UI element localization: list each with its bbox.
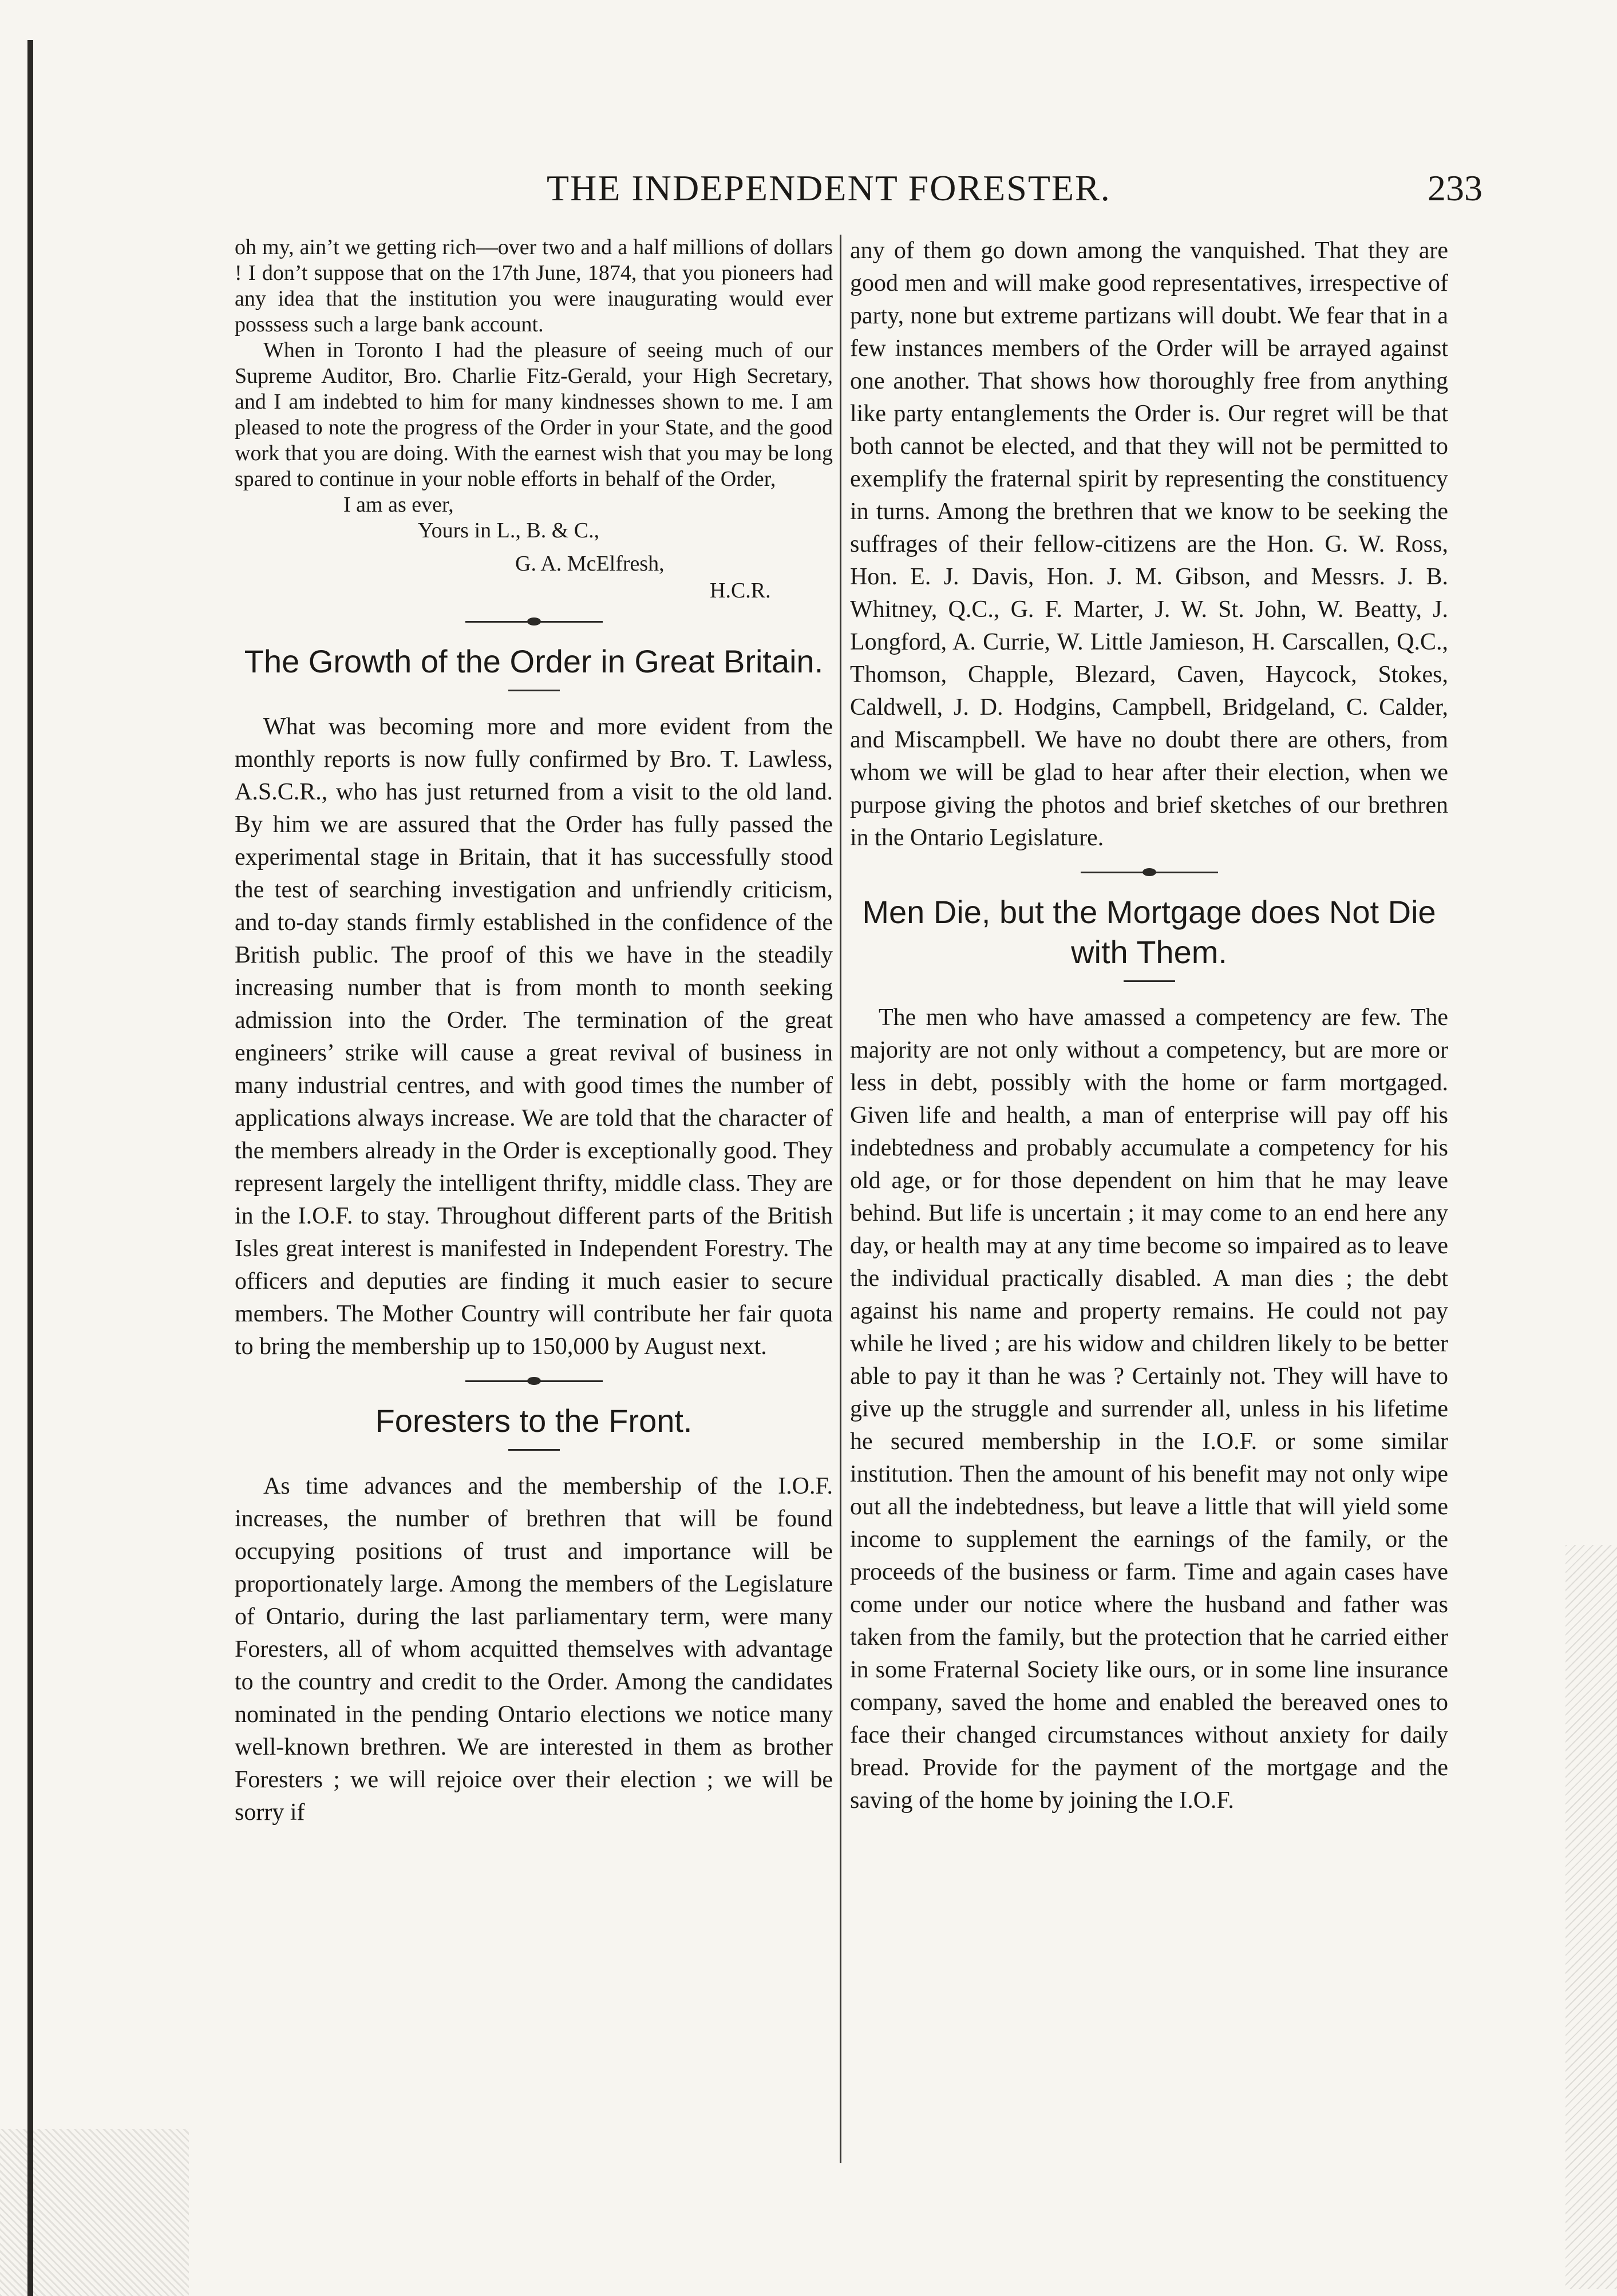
left-column — [235, 235, 833, 2220]
right-column — [850, 235, 1448, 2220]
article-body: As time advances and the membership of the I.O.F. increases, the number of brethren that will be found occupying positions of trust and importance will be proportionately large. Among the members of the Legislature of Ontario, during the last parliamentary term, were many Foresters, all of whom acquitted themselves with advantage to the country and credit to the Order. Among the candidates nominated in the pending Ontario elections we notice many well-known brethren. We are interested in them as brother Foresters ; we will rejoice over their election ; we will be sorry if — [235, 1473, 833, 1826]
article-body: What was becoming more and more evident from the monthly reports is now fully confirmed by Bro. T. Lawless, A.S.C.R., who has just returned from a visit to the old land. By him we are assured that the Order has fully passed the experimental stage in Britain, that it has successfully stood the test of searching investigation and unfriendly criticism, and to-day stands firmly established in the confidence of the British public. The proof of this we have in the steadily increasing number that is from month to month seeking admission into the Order. The termination of the great engineers’ strike will cause a great revival of business in many industrial centres, and with good times the number of applications always increase. We are told that the character of the members already in the Order is exceptionally good. They represent largely the intelligent thrifty, middle class. They are in the I.O.F. to stay. Throughout different parts of the British Isles great interest is manifested in Independent Forestry. The officers and deputies are finding it much easier to secure members. The Mother Country will contribute her fair quota to bring the membership up to 150,000 by August next. — [235, 714, 833, 1360]
column-divider — [840, 235, 841, 2163]
letter-body: oh my, ain’t we getting rich—over two and a half millions of dollars ! I don’t suppose that on the 17th June, 1874, that you pioneers had any idea that the institution you were inaugurating would ever posssess such a large bank account. — [235, 235, 833, 337]
page-header — [235, 167, 1482, 213]
scan-artifact — [1565, 1545, 1617, 2289]
page-number: 233 — [1428, 168, 1482, 208]
section-ornament — [1081, 869, 1218, 875]
section-ornament — [465, 1378, 603, 1384]
article-continuation: any of them go down among the vanquished. That they are good men and will make good representatives, irrespective of party, none but extreme partizans will doubt. We fear that in a few instances members of the Order will be arrayed against one another. That shows how thoroughly free from anything like party entanglements the Order is. Our regret will be that both cannot be elected, and that they will not be permitted to exemplify the fraternal spirit by representing the constituency in turns. Among the brethren that we know to be seeking the suffrages of their fellow-citizens are the Hon. G. W. Ross, Hon. E. J. Davis, Hon. J. M. Gibson, and Messrs. J. B. Whitney, Q.C., G. F. Marter, J. W. St. John, W. Beatty, J. Longford, A. Currie, W. Little Jamieson, H. Carscallen, Q.C., Thomson, Chapple, Blezard, Caven, Haycock, Stokes, Caldwell, J. D. Hodgins, Campbell, Bridgeland, C. Calder, and Miscampbell. We have no doubt there are others, from whom we will be glad to hear after their election, when we purpose giving the photos and brief sketches of our brethren in the Ontario Legislature. — [850, 237, 1448, 851]
title-rule — [508, 1449, 560, 1451]
section-ornament — [465, 619, 603, 624]
article-title: The Growth of the Order in Great Britain. — [244, 643, 824, 679]
scan-artifact — [0, 2129, 189, 2296]
title-rule — [508, 690, 560, 691]
signature-name: G. A. McElfresh, — [515, 552, 665, 576]
signature-title: H.C.R. — [710, 579, 771, 603]
page-edge — [27, 40, 33, 2296]
article-body: The men who have amassed a competency are few. The majority are not only without a competency, but are more or less in debt, possibly with the home or farm mortgaged. Given life and health, a man of enterprise will pay off his indebtedness and probably accumulate a competency for his old age, or for those dependent on him that he may leave behind. But life is uncertain ; it may come to an end here any day, or health may at any time become so impaired as to leave the individual practically disabled. A man dies ; the debt against his name and property remains. He could not pay while he lived ; are his widow and children likely to be better able to pay it than he was ? Certainly not. They will have to give up the struggle and surrender all, unless in his lifetime he secured membership in the I.O.F. or some similar institution. Then the amount of his benefit may not only wipe out all the indebtedness, but leave a little that will yield some income to supplement the earnings of the family, or the proceeds of the business or farm. Time and again cases have come under our notice where the husband and father was taken from the family, but the protection that he carried either in some Fraternal Society like ours, or in some line insurance company, saved the home and enabled the bereaved ones to face their changed circumstances without anxiety for daily bread. Provide for the payment of the mortgage and the saving of the home by joining the I.O.F. — [850, 1004, 1448, 1814]
letter-signoff: I am as ever, — [343, 493, 454, 517]
running-title: THE INDEPENDENT FORESTER. — [547, 168, 1111, 208]
article-title: Men Die, but the Mortgage does Not Die with Them. — [862, 894, 1436, 970]
article-title: Foresters to the Front. — [375, 1403, 693, 1439]
letter-closing: Yours in L., B. & C., — [418, 518, 600, 543]
title-rule — [1124, 980, 1175, 982]
letter-paragraph: When in Toronto I had the pleasure of seeing much of our Supreme Auditor, Bro. Charlie Fitz-Gerald, your High Secretary, and I am indebted to him for many kindnesses shown to me. I am pleased to note the progress of the Order in your State, and the good work that you are doing. With the earnest wish that you may be long spared to continue in your noble efforts in behalf of the Order, — [235, 338, 833, 491]
